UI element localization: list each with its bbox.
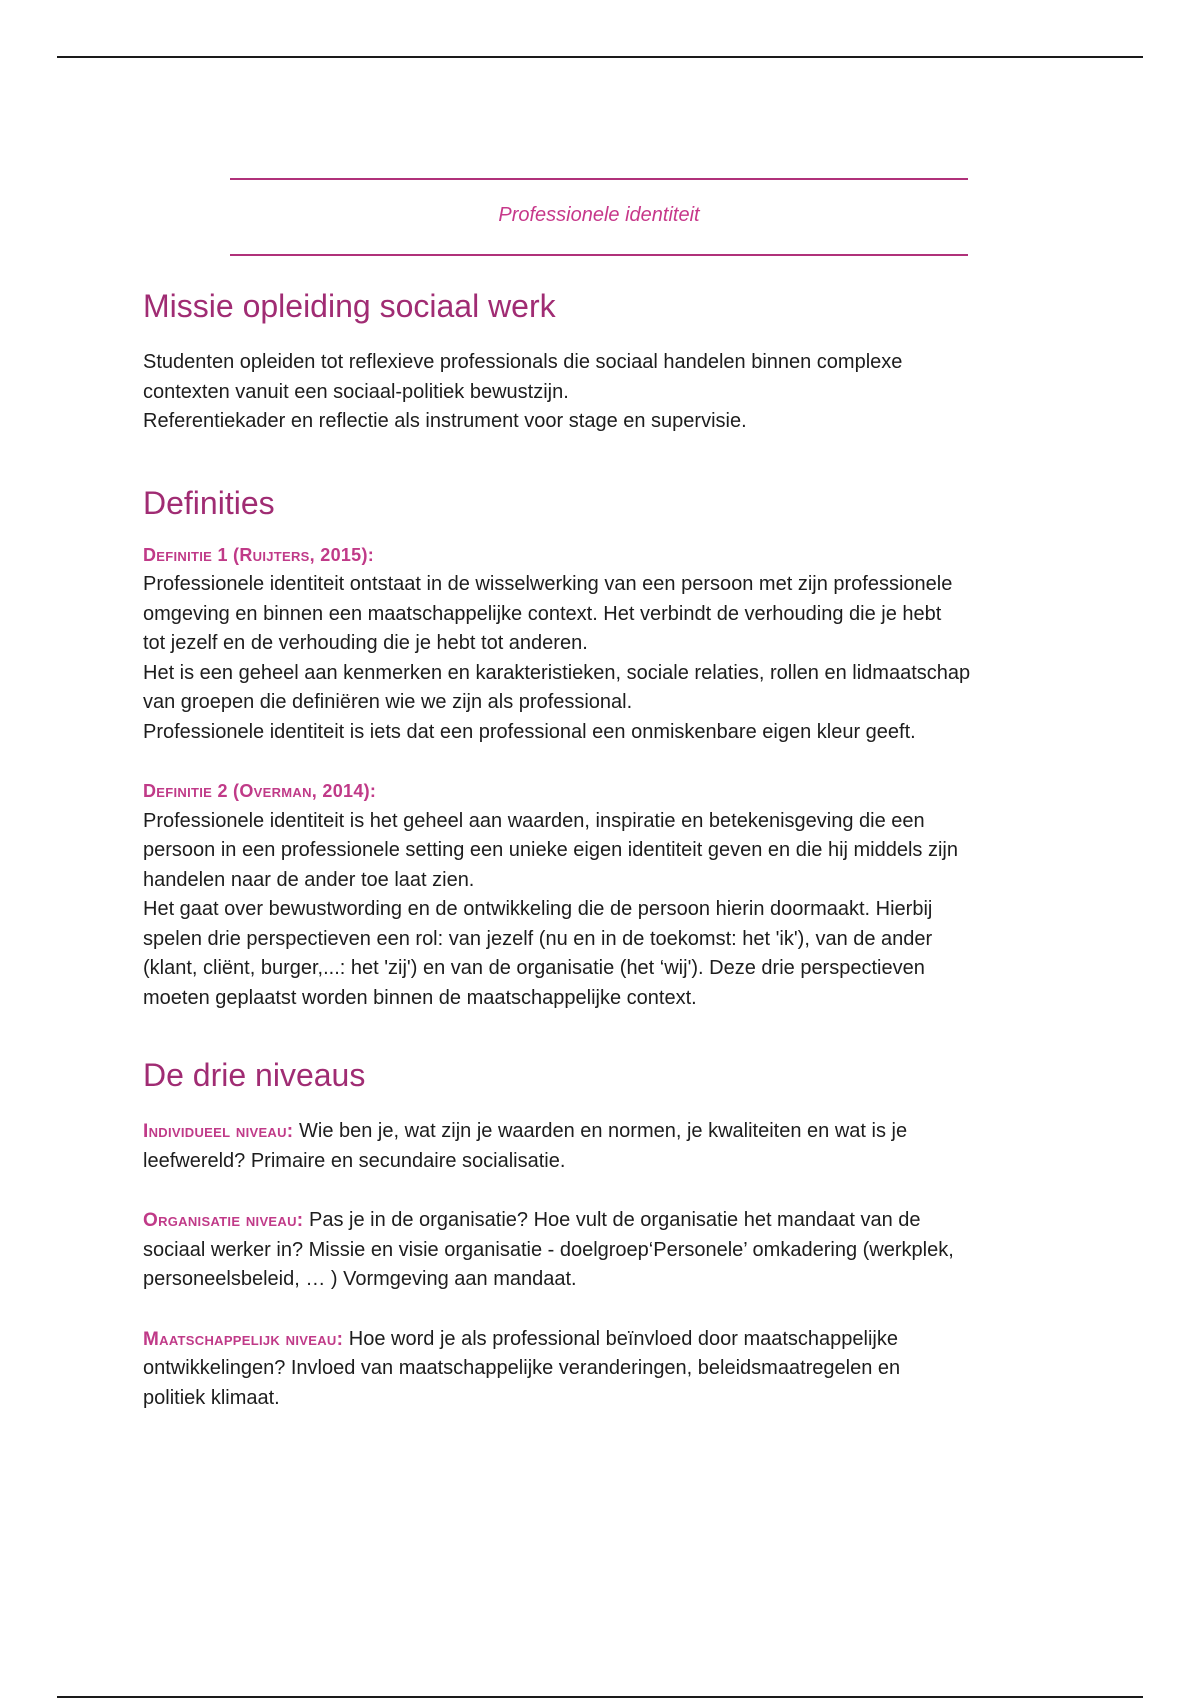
missie-paragraph [143,348,1078,437]
maatschappelijk-niveau-block [143,1325,1078,1414]
text-line: Pas je in de organisatie? Hoe vult de organisatie het mandaat van de [303,1209,921,1231]
document-header [230,178,968,256]
text-line: sociaal werker in? Missie en visie organisatie - doelgroep‘Personele’ omkadering (werkplek, [143,1238,954,1261]
text-line: Studenten opleiden tot reflexieve professionals die sociaal handelen binnen complexe [143,351,903,373]
individueel-niveau-block [143,1117,1078,1176]
section-heading-niveaus: De drie niveaus [143,1057,366,1093]
text-line: Professionele identiteit is iets dat een professional een onmiskenbare eigen kleur geeft. [143,720,916,743]
text-line: Wie ben je, wat zijn je waarden en normen, je kwaliteiten en wat is je [293,1120,908,1142]
text-line: Hoe word je als professional beïnvloed door maatschappelijke [343,1327,898,1350]
text-line: omgeving en binnen een maatschappelijke context. Het verbindt de verhouding die je hebt [143,602,942,625]
organisatie-niveau-label: Organisatie niveau: [143,1210,304,1231]
text-line: spelen drie perspectieven een rol: van jezelf (nu en in de toekomst: het 'ik'), van de ander [143,927,933,950]
text-line: ontwikkelingen? Invloed van maatschappelijke veranderingen, beleidsmaatregelen en [143,1357,901,1379]
maatschappelijk-niveau-label: Maatschappelijk niveau: [143,1328,344,1350]
section-heading-definities: Definities [143,484,275,521]
text-line: Referentiekader en reflectie als instrument voor stage en supervisie. [143,410,747,432]
text-line: moeten geplaatst worden binnen de maatschappelijke context. [143,986,697,1009]
definitie-1-block [143,541,1078,748]
page-bottom-rule [57,1696,1143,1698]
text-line: handelen naar de ander toe laat zien. [143,868,475,891]
text-line: Professionele identiteit is het geheel aan waarden, inspiratie en betekenisgeving die een [143,809,925,832]
text-line: Professionele identiteit ontstaat in de wisselwerking van een persoon met zijn professionele [143,573,953,595]
individueel-niveau-label: Individueel niveau: [143,1121,294,1142]
text-line: (klant, cliënt, burger,...: het 'zij') en van de organisatie (het ‘wij'). Deze drie perspectieven [143,957,925,979]
section-heading-missie: Missie opleiding sociaal werk [143,288,556,324]
definitie-2-block [143,777,1078,1013]
organisatie-niveau-block [143,1206,1078,1295]
text-line: tot jezelf en de verhouding die je hebt tot anderen. [143,632,588,654]
document-body [143,284,1078,1413]
text-line: leefwereld? Primaire en secundaire socialisatie. [143,1149,566,1172]
page-top-rule [57,56,1143,58]
text-line: persoon in een professionele setting een unieke eigen identiteit geven en die hij middels zijn [143,839,958,861]
document-header-title: Professionele identiteit [498,204,700,226]
definitie-2-label: Definitie 2 (Overman, 2014): [143,781,377,801]
text-line: van groepen die definiëren wie we zijn als professional. [143,691,633,713]
text-line: personeelsbeleid, … ) Vormgeving aan mandaat. [143,1268,577,1290]
text-line: contexten vanuit een sociaal-politiek bewustzijn. [143,380,569,403]
text-line: politiek klimaat. [143,1386,280,1409]
definitie-1-label: Definitie 1 (Ruijters, 2015): [143,544,375,565]
text-line: Het gaat over bewustwording en de ontwikkeling die de persoon hierin doormaakt. Hierbij [143,898,933,920]
text-line: Het is een geheel aan kenmerken en karakteristieken, sociale relaties, rollen en lidmaatschap [143,661,971,684]
